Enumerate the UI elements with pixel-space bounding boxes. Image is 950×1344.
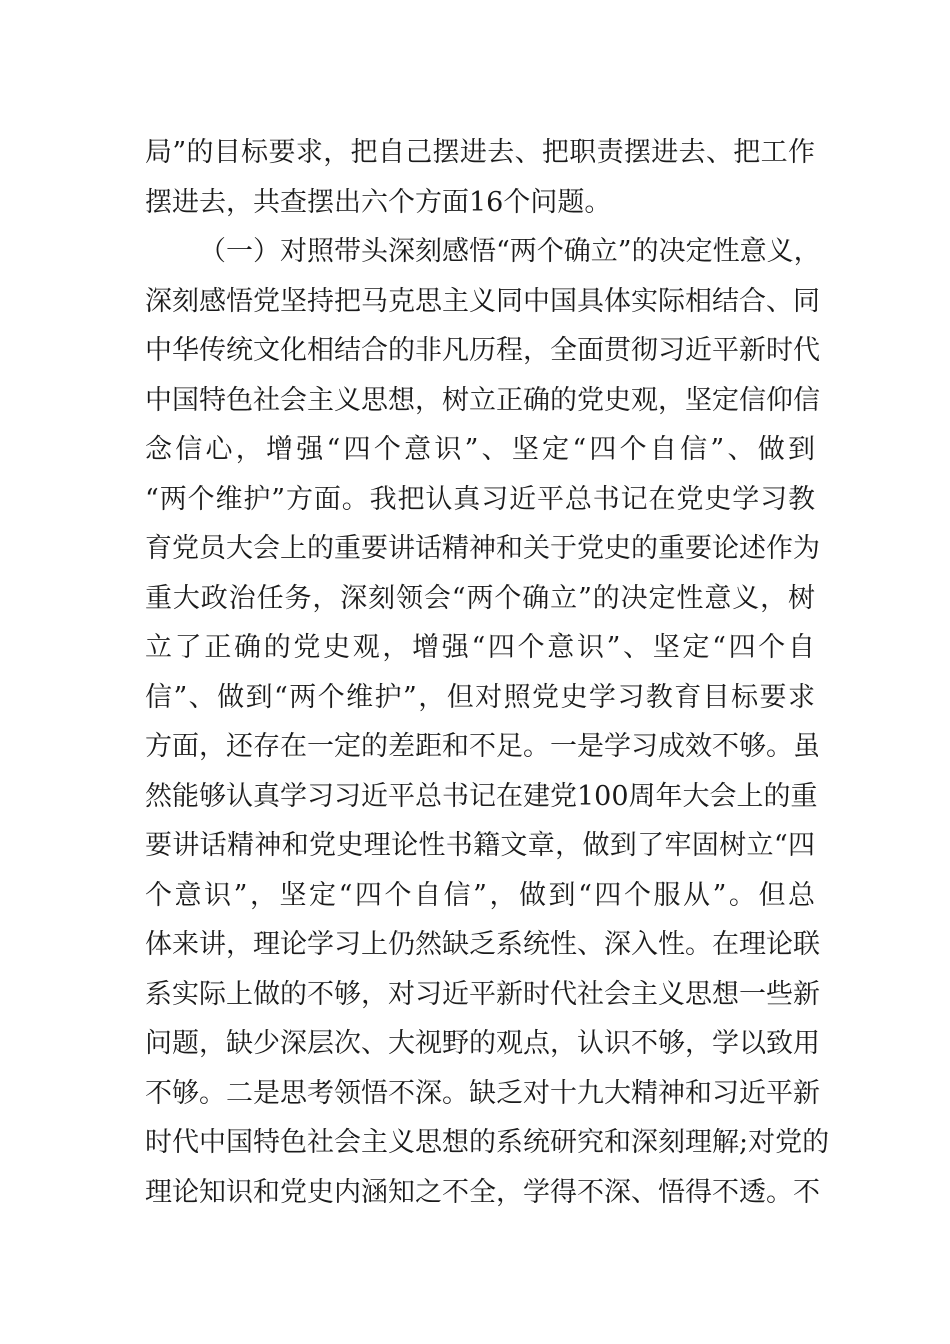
text-line: 信”、做到“两个维护”，但对照党史学习教育目标要求 bbox=[145, 681, 815, 713]
text-line: 系实际上做的不够，对习近平新时代社会主义思想一些新 bbox=[145, 978, 820, 1010]
text-line: 要讲话精神和党史理论性书籍文章，做到了牢固树立“四 bbox=[145, 830, 815, 861]
text-line: 中国特色社会主义思想，树立正确的党史观，坚定信仰信 bbox=[145, 384, 820, 416]
text-line: 时代中国特色社会主义思想的系统研究和深刻理解;对党的 bbox=[145, 1127, 830, 1158]
text-line: 方面，还存在一定的差距和不足。一是学习成效不够。虽 bbox=[145, 731, 820, 762]
body-text bbox=[145, 128, 830, 1217]
text-line: 中华传统文化相结合的非凡历程，全面贯彻习近平新时代 bbox=[145, 335, 820, 366]
text-line: 体来讲，理论学习上仍然缺乏系统性、深入性。在理论联 bbox=[145, 929, 820, 960]
text-line: 问题，缺少深层次、大视野的观点，认识不够，学以致用 bbox=[145, 1028, 820, 1059]
section-heading-line: （一）对照带头深刻感悟“两个确立”的决定性意义， bbox=[199, 236, 821, 267]
text-line: 重大政治任务，深刻领会“两个确立”的决定性意义，树 bbox=[145, 582, 815, 614]
text-line: 摆进去，共查摆出六个方面16个问题。 bbox=[145, 186, 612, 218]
text-line: 然能够认真学习习近平总书记在建党100周年大会上的重 bbox=[145, 780, 818, 812]
text-line: 个意识”，坚定“四个自信”，做到“四个服从”。但总 bbox=[145, 879, 815, 911]
text-line: 育党员大会上的重要讲话精神和关于党史的重要论述作为 bbox=[145, 533, 820, 564]
text-line: “两个维护”方面。我把认真习近平总书记在党史学习教 bbox=[145, 483, 815, 515]
text-line: 局”的目标要求，把自己摆进去、把职责摆进去、把工作 bbox=[145, 137, 815, 168]
text-line: 不够。二是思考领悟不深。缺乏对十九大精神和习近平新 bbox=[145, 1077, 820, 1109]
text-line: 理论知识和党史内涵知之不全，学得不深、悟得不透。不 bbox=[145, 1176, 820, 1208]
text-line: 念信心，增强“四个意识”、坚定“四个自信”、做到 bbox=[145, 434, 815, 465]
text-line: 立了正确的党史观，增强“四个意识”、坚定“四个自 bbox=[145, 632, 815, 663]
text-line: 深刻感悟党坚持把马克思主义同中国具体实际相结合、同 bbox=[145, 285, 820, 317]
